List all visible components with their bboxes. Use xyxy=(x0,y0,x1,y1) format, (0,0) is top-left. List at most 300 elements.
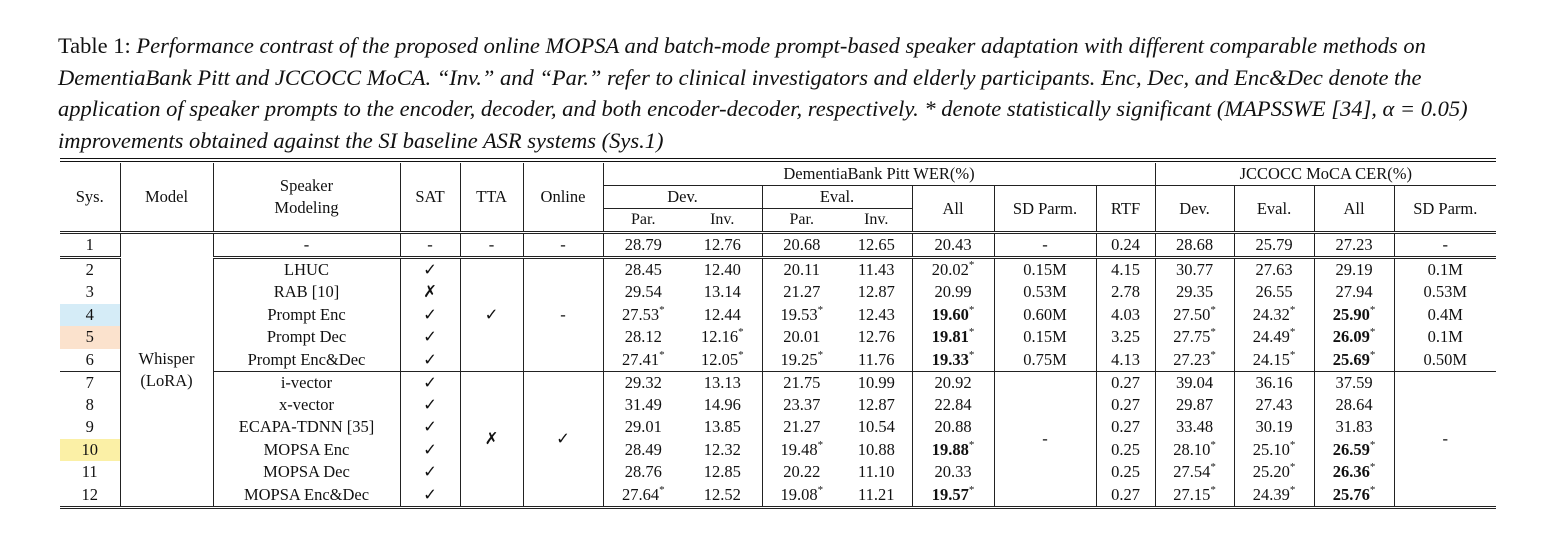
cell-eval-inv-value: 12.43 xyxy=(857,304,895,324)
cell-dev-inv xyxy=(683,416,762,439)
cell-dev-inv-value: 12.52 xyxy=(703,484,741,504)
cell-moca-eval xyxy=(1234,304,1314,327)
cell-sd-parm: 0.75M xyxy=(994,349,1096,372)
cell-eval-inv: 12.65 xyxy=(841,233,912,258)
cell-eval-inv-value: 11.76 xyxy=(857,349,895,369)
cell-eval-inv-value: 12.76 xyxy=(857,327,895,347)
cell-moca-all-value: 29.19 xyxy=(1335,260,1373,279)
cell-rtf: 0.24 xyxy=(1096,233,1155,258)
cell-rtf: 4.13 xyxy=(1096,349,1155,372)
header-speaker-modeling-line1: Speaker xyxy=(279,176,334,195)
cell-eval-par xyxy=(762,439,841,462)
cell-all xyxy=(912,394,994,417)
cell-moca-dev: 28.68 xyxy=(1155,233,1234,258)
cell-all-value: 19.60 xyxy=(931,304,969,324)
table-row xyxy=(60,461,1496,484)
cell-moca-dev-value: 27.50 xyxy=(1173,304,1211,324)
cell-all-value: 20.92 xyxy=(934,372,972,392)
cell-all-sig-marker: * xyxy=(968,438,975,451)
cell-eval-inv xyxy=(841,281,912,304)
cell-sd-parm: - xyxy=(994,371,1096,507)
cell-all-value: 19.57 xyxy=(931,484,969,504)
cell-dev-par xyxy=(603,416,683,439)
cell-moca-all-sig-marker: * xyxy=(1369,438,1376,451)
cell-moca-dev-value: 39.04 xyxy=(1175,372,1214,392)
cell-speaker-modeling: MOPSA Enc xyxy=(213,439,400,462)
cell-moca-eval xyxy=(1234,349,1314,372)
table-row xyxy=(60,371,1496,394)
cell-rtf: 0.27 xyxy=(1096,416,1155,439)
cell-dev-par-value: 27.64 xyxy=(621,484,660,504)
cell-moca-eval-value: 25.10 xyxy=(1252,439,1290,459)
cell-dev-inv xyxy=(683,371,762,394)
cell-eval-par-sig-marker: * xyxy=(817,438,824,451)
cell-online: ✓ xyxy=(523,371,603,507)
cell-moca-eval-sig-marker: * xyxy=(1289,483,1296,496)
cell-eval-par xyxy=(762,416,841,439)
table-top-rule xyxy=(60,158,1496,159)
cell-all-sig-marker: * xyxy=(968,326,975,339)
cell-moca-all xyxy=(1314,416,1394,439)
cell-moca-dev-value: 30.77 xyxy=(1175,260,1214,279)
cell-moca-eval-value: 25.20 xyxy=(1252,462,1290,482)
table-body xyxy=(60,233,1496,508)
cell-sat: ✓ xyxy=(400,258,460,282)
cell-dev-inv-value: 12.40 xyxy=(703,260,741,279)
cell-dev-inv-sig-marker: * xyxy=(738,348,744,361)
cell-eval-inv xyxy=(841,349,912,372)
cell-speaker-modeling: Prompt Enc&Dec xyxy=(213,349,400,372)
cell-eval-inv-value: 12.87 xyxy=(857,394,895,414)
cell-sat: ✓ xyxy=(400,416,460,439)
cell-eval-inv-value: 10.88 xyxy=(857,439,895,459)
cell-online: - xyxy=(523,258,603,372)
cell-speaker-modeling: i-vector xyxy=(213,371,400,394)
cell-moca-eval xyxy=(1234,416,1314,439)
cell-rtf: 4.03 xyxy=(1096,304,1155,327)
cell-dev-par-value: 29.54 xyxy=(624,282,662,302)
cell-moca-eval-value: 24.32 xyxy=(1252,304,1290,324)
cell-dev-inv xyxy=(683,394,762,417)
cell-all xyxy=(912,349,994,372)
cell-moca-all-sig-marker: * xyxy=(1369,483,1376,496)
cell-speaker-modeling: Prompt Dec xyxy=(213,326,400,349)
cell-dev-inv-value: 13.85 xyxy=(703,417,741,437)
cell-eval-par xyxy=(762,484,841,508)
header-moca-dev: Dev. xyxy=(1155,186,1234,233)
model-line1: Whisper xyxy=(138,348,195,368)
cell-moca-all xyxy=(1314,349,1394,372)
cell-moca-eval xyxy=(1234,394,1314,417)
header-model: Model xyxy=(120,163,213,233)
cell-moca-all xyxy=(1314,281,1394,304)
cell-dev-par-value: 28.45 xyxy=(624,260,662,279)
cell-sat: ✓ xyxy=(400,349,460,372)
cell-moca-dev xyxy=(1155,326,1234,349)
cell-moca-dev xyxy=(1155,281,1234,304)
cell-dev-par xyxy=(603,371,683,394)
cell-moca-eval-sig-marker: * xyxy=(1289,326,1296,339)
table-row xyxy=(60,439,1496,462)
cell-speaker-modeling: x-vector xyxy=(213,394,400,417)
cell-dev-inv xyxy=(683,304,762,327)
cell-dev-par xyxy=(603,349,683,372)
cell-speaker-modeling: ECAPA-TDNN [35] xyxy=(213,416,400,439)
cell-dev-inv-value: 12.85 xyxy=(703,462,741,482)
cell-moca-all-value: 31.83 xyxy=(1335,417,1373,437)
cell-sat: ✓ xyxy=(400,439,460,462)
cell-moca-dev xyxy=(1155,439,1234,462)
cell-all xyxy=(912,416,994,439)
cell-moca-eval-value: 24.49 xyxy=(1252,327,1290,347)
cell-dev-inv xyxy=(683,461,762,484)
cell-eval-par-value: 19.48 xyxy=(780,439,818,459)
header-speaker-modeling-line2: Modeling xyxy=(274,198,339,217)
cell-eval-inv-value: 11.21 xyxy=(857,484,895,504)
cell-sd-parm: 0.60M xyxy=(994,304,1096,327)
cell-moca-all-sig-marker: * xyxy=(1369,326,1376,339)
cell-moca-eval xyxy=(1234,258,1314,282)
cell-model xyxy=(120,233,213,508)
cell-dev-inv-sig-marker: * xyxy=(738,326,744,339)
cell-moca-dev-value: 27.75 xyxy=(1173,327,1211,347)
cell-dev-inv-value: 12.44 xyxy=(703,304,741,324)
cell-dev-par-value: 29.01 xyxy=(624,417,662,437)
cell-moca-eval-value: 24.39 xyxy=(1252,484,1290,504)
cell-eval-inv-value: 10.54 xyxy=(857,417,895,437)
cell-eval-par xyxy=(762,258,841,282)
cell-sd-parm: 0.15M xyxy=(994,258,1096,282)
cell-dev-par-value: 28.49 xyxy=(624,439,662,459)
cell-dev-par-value: 28.76 xyxy=(624,462,662,482)
cell-all-sig-marker: * xyxy=(968,303,975,316)
cell-rtf: 4.15 xyxy=(1096,258,1155,282)
cell-moca-eval-value: 24.15 xyxy=(1252,349,1290,369)
cell-rtf: 3.25 xyxy=(1096,326,1155,349)
cell-moca-eval-value: 26.55 xyxy=(1255,282,1293,302)
header-speaker-modeling xyxy=(213,163,400,233)
header-rtf: RTF xyxy=(1096,186,1155,233)
cell-moca-dev-value: 33.48 xyxy=(1175,417,1214,437)
header-dev-inv: Inv. xyxy=(683,209,762,233)
cell-eval-inv-value: 11.43 xyxy=(857,260,895,279)
cell-moca-dev-sig-marker: * xyxy=(1210,303,1216,316)
cell-speaker-modeling: MOPSA Enc&Dec xyxy=(213,484,400,508)
cell-dev-par xyxy=(603,281,683,304)
table-row xyxy=(60,394,1496,417)
cell-moca-eval xyxy=(1234,371,1314,394)
cell-tta: ✓ xyxy=(460,258,523,372)
cell-eval-par-value: 21.27 xyxy=(783,282,821,302)
cell-moca-all xyxy=(1314,439,1394,462)
cell-tta: ✗ xyxy=(460,371,523,507)
cell-moca-all-value: 26.59 xyxy=(1332,439,1370,459)
cell-dev-par-sig-marker: * xyxy=(659,303,665,316)
table-row xyxy=(60,281,1496,304)
table-row xyxy=(60,349,1496,372)
cell-eval-par-sig-marker: * xyxy=(817,483,824,496)
header-dev-par: Par. xyxy=(603,209,683,233)
cell-eval-par xyxy=(762,394,841,417)
cell-moca-all-sig-marker: * xyxy=(1369,461,1376,474)
cell-moca-sd-parm: 0.1M xyxy=(1427,260,1463,279)
cell-moca-all-value: 25.90 xyxy=(1332,304,1370,324)
cell-all: 20.43 xyxy=(912,233,994,258)
header-eval: Eval. xyxy=(762,186,912,209)
cell-moca-eval-value: 36.16 xyxy=(1255,372,1293,392)
cell-all-value: 20.99 xyxy=(934,282,972,302)
cell-eval-par xyxy=(762,281,841,304)
cell-moca-dev-sig-marker: * xyxy=(1210,483,1216,496)
cell-moca-eval: 25.79 xyxy=(1234,233,1314,258)
cell-eval-par: 20.68 xyxy=(762,233,841,258)
cell-eval-inv-value: 12.87 xyxy=(857,282,895,302)
cell-moca-eval-sig-marker: * xyxy=(1289,303,1296,316)
cell-sys: 10 xyxy=(60,439,120,462)
cell-rtf: 0.25 xyxy=(1096,461,1155,484)
table-row xyxy=(60,416,1496,439)
cell-sys: 4 xyxy=(60,304,120,327)
cell-rtf: 0.27 xyxy=(1096,484,1155,508)
header-eval-par: Par. xyxy=(762,209,841,233)
cell-eval-par xyxy=(762,326,841,349)
header-sat: SAT xyxy=(400,163,460,233)
cell-rtf: 0.27 xyxy=(1096,371,1155,394)
cell-moca-dev xyxy=(1155,349,1234,372)
cell-eval-par-value: 21.75 xyxy=(783,372,821,392)
cell-moca-eval xyxy=(1234,461,1314,484)
cell-sys: 12 xyxy=(60,484,120,508)
cell-dev-inv-value: 13.13 xyxy=(703,372,741,392)
cell-all xyxy=(912,439,994,462)
cell-eval-inv xyxy=(841,326,912,349)
cell-sys: 1 xyxy=(60,233,120,258)
cell-moca-all-value: 25.76 xyxy=(1332,484,1370,504)
cell-dev-inv xyxy=(683,484,762,508)
cell-dev-inv-value: 12.32 xyxy=(703,439,741,459)
model-line2: (LoRA) xyxy=(140,370,193,390)
cell-dev-par-value: 27.53 xyxy=(621,304,660,324)
cell-moca-dev xyxy=(1155,258,1234,282)
cell-moca-all xyxy=(1314,371,1394,394)
cell-eval-par-value: 19.08 xyxy=(780,484,818,504)
cell-moca-eval xyxy=(1234,326,1314,349)
cell-dev-inv xyxy=(683,326,762,349)
cell-eval-inv xyxy=(841,258,912,282)
cell-speaker-modeling: - xyxy=(213,233,400,258)
cell-moca-sd-parm: - xyxy=(1394,371,1496,507)
cell-moca-all-value: 28.64 xyxy=(1335,394,1373,414)
cell-all xyxy=(912,258,994,282)
cell-moca-dev xyxy=(1155,461,1234,484)
header-dev: Dev. xyxy=(603,186,762,209)
cell-dev-inv xyxy=(683,281,762,304)
cell-eval-par-value: 19.53 xyxy=(780,304,818,324)
cell-moca-dev-sig-marker: * xyxy=(1210,438,1216,451)
cell-speaker-modeling: MOPSA Dec xyxy=(213,461,400,484)
table-row xyxy=(60,484,1496,508)
cell-dev-par xyxy=(603,304,683,327)
cell-all-value: 22.84 xyxy=(934,394,972,414)
cell-sat: ✓ xyxy=(400,371,460,394)
cell-sd-parm: - xyxy=(994,233,1096,258)
cell-moca-dev-value: 29.87 xyxy=(1175,394,1214,414)
cell-dev-inv-value: 12.16 xyxy=(700,327,739,347)
cell-moca-dev-sig-marker: * xyxy=(1210,461,1216,474)
cell-moca-sd-parm: 0.53M xyxy=(1423,282,1468,302)
cell-moca-dev xyxy=(1155,304,1234,327)
cell-moca-sd-parm: 0.4M xyxy=(1427,304,1463,324)
header-sd-parm: SD Parm. xyxy=(994,186,1096,233)
cell-moca-eval-value: 30.19 xyxy=(1255,417,1293,437)
cell-dev-par xyxy=(603,439,683,462)
caption-label: Table 1: xyxy=(58,33,131,58)
header-moca-sd-parm: SD Parm. xyxy=(1394,186,1496,233)
cell-eval-par xyxy=(762,371,841,394)
cell-moca-all xyxy=(1314,394,1394,417)
cell-dev-par-value: 31.49 xyxy=(624,394,662,414)
cell-moca-eval-sig-marker: * xyxy=(1289,461,1296,474)
cell-all-value: 19.88 xyxy=(931,439,969,459)
cell-online: - xyxy=(523,233,603,258)
cell-all-sig-marker: * xyxy=(968,483,975,496)
cell-all-value: 19.81 xyxy=(931,327,969,347)
cell-all-value: 19.33 xyxy=(931,349,969,369)
cell-sys: 7 xyxy=(60,371,120,394)
cell-dev-inv xyxy=(683,258,762,282)
cell-eval-par xyxy=(762,304,841,327)
cell-eval-par-value: 20.11 xyxy=(783,260,820,279)
header-tta: TTA xyxy=(460,163,523,233)
cell-rtf: 0.27 xyxy=(1096,394,1155,417)
cell-speaker-modeling: LHUC xyxy=(213,258,400,282)
cell-moca-all-value: 27.94 xyxy=(1335,282,1373,302)
cell-sd-parm: 0.53M xyxy=(994,281,1096,304)
cell-dev-par xyxy=(603,258,683,282)
cell-eval-inv xyxy=(841,394,912,417)
results-table xyxy=(60,163,1496,509)
cell-moca-all: 27.23 xyxy=(1314,233,1394,258)
header-eval-inv: Inv. xyxy=(841,209,912,233)
header-moca-group: JCCOCC MoCA CER(%) xyxy=(1155,163,1496,186)
header-sys: Sys. xyxy=(60,163,120,233)
cell-all-sig-marker: * xyxy=(968,348,975,361)
cell-moca-sd-parm: 0.50M xyxy=(1394,349,1496,372)
cell-all-value: 20.88 xyxy=(934,417,972,437)
cell-eval-par-sig-marker: * xyxy=(817,348,824,361)
cell-dev-par xyxy=(603,326,683,349)
cell-moca-sd-parm: - xyxy=(1394,233,1496,258)
cell-dev-par-value: 27.41 xyxy=(621,349,660,369)
cell-dev-par xyxy=(603,461,683,484)
cell-eval-par-value: 20.01 xyxy=(783,327,821,347)
cell-moca-dev xyxy=(1155,371,1234,394)
cell-moca-all-value: 26.09 xyxy=(1332,327,1370,347)
cell-all xyxy=(912,304,994,327)
table-row xyxy=(60,304,1496,327)
cell-all xyxy=(912,484,994,508)
cell-moca-all-value: 37.59 xyxy=(1335,372,1373,392)
cell-moca-eval-value: 27.43 xyxy=(1255,394,1293,414)
cell-sd-parm: 0.15M xyxy=(994,326,1096,349)
table-caption xyxy=(58,30,1498,156)
cell-dev-par xyxy=(603,394,683,417)
cell-moca-eval xyxy=(1234,439,1314,462)
cell-moca-dev-value: 27.23 xyxy=(1173,349,1211,369)
cell-moca-all xyxy=(1314,326,1394,349)
cell-all-value: 20.33 xyxy=(934,462,972,482)
cell-moca-all-sig-marker: * xyxy=(1369,303,1376,316)
cell-dev-inv-value: 12.05 xyxy=(700,349,739,369)
table-header xyxy=(60,163,1496,233)
cell-moca-dev-sig-marker: * xyxy=(1210,348,1216,361)
cell-moca-all xyxy=(1314,304,1394,327)
cell-sys: 11 xyxy=(60,461,120,484)
cell-all xyxy=(912,371,994,394)
cell-moca-sd-parm: 0.1M xyxy=(1427,327,1463,347)
header-moca-eval: Eval. xyxy=(1234,186,1314,233)
cell-dev-par xyxy=(603,484,683,508)
cell-sat: ✗ xyxy=(400,281,460,304)
cell-eval-par-value: 20.22 xyxy=(783,462,821,482)
cell-dev-inv-value: 14.96 xyxy=(703,394,741,414)
cell-sys: 5 xyxy=(60,326,120,349)
cell-dev-par-value: 29.32 xyxy=(624,372,662,392)
cell-eval-inv xyxy=(841,416,912,439)
cell-dev-inv xyxy=(683,349,762,372)
cell-moca-dev xyxy=(1155,416,1234,439)
cell-eval-inv xyxy=(841,461,912,484)
cell-moca-eval-sig-marker: * xyxy=(1289,438,1296,451)
cell-eval-inv-value: 11.10 xyxy=(857,462,895,482)
cell-moca-all xyxy=(1314,461,1394,484)
cell-dev-par: 28.79 xyxy=(603,233,683,258)
cell-moca-all-value: 25.69 xyxy=(1332,349,1370,369)
cell-all xyxy=(912,326,994,349)
caption-text: Performance contrast of the proposed online MOPSA and batch-mode prompt-based speaker adaptation with different comparable methods on DementiaBank Pitt and JCCOCC MoCA. “Inv.” and “Par.” refer to clinical investigators and elderly participants. Enc, Dec, and Enc&Dec denote the application of speaker prompts to the encoder, decoder, and both encoder-decoder, respectively. * denote statistically significant (MAPSSWE [34], α = 0.05) improvements obtained against the SI baseline ASR systems (Sys.1) xyxy=(58,33,1468,153)
cell-moca-eval-sig-marker: * xyxy=(1289,348,1296,361)
table-row xyxy=(60,258,1496,282)
cell-sys: 9 xyxy=(60,416,120,439)
cell-dev-inv: 12.76 xyxy=(683,233,762,258)
cell-rtf: 2.78 xyxy=(1096,281,1155,304)
cell-eval-par xyxy=(762,461,841,484)
cell-moca-dev-value: 29.35 xyxy=(1175,282,1214,302)
cell-moca-dev-sig-marker: * xyxy=(1210,326,1216,339)
cell-eval-inv-value: 10.99 xyxy=(857,372,895,392)
cell-speaker-modeling: RAB [10] xyxy=(213,281,400,304)
cell-eval-inv xyxy=(841,371,912,394)
cell-eval-par-sig-marker: * xyxy=(817,303,824,316)
cell-moca-dev xyxy=(1155,394,1234,417)
cell-eval-par-value: 21.27 xyxy=(783,417,821,437)
cell-sat: ✓ xyxy=(400,394,460,417)
cell-dev-par-value: 28.12 xyxy=(624,327,662,347)
cell-moca-all-value: 26.36 xyxy=(1332,462,1370,482)
cell-rtf: 0.25 xyxy=(1096,439,1155,462)
cell-dev-par-sig-marker: * xyxy=(659,483,665,496)
cell-moca-all xyxy=(1314,258,1394,282)
cell-moca-dev xyxy=(1155,484,1234,508)
cell-moca-eval xyxy=(1234,484,1314,508)
cell-dev-inv xyxy=(683,439,762,462)
cell-speaker-modeling: Prompt Enc xyxy=(213,304,400,327)
cell-eval-par-value: 23.37 xyxy=(783,394,821,414)
cell-sat: - xyxy=(400,233,460,258)
cell-moca-dev-value: 28.10 xyxy=(1173,439,1211,459)
table-top-rule-2 xyxy=(60,161,1496,162)
table-row xyxy=(60,233,1496,258)
